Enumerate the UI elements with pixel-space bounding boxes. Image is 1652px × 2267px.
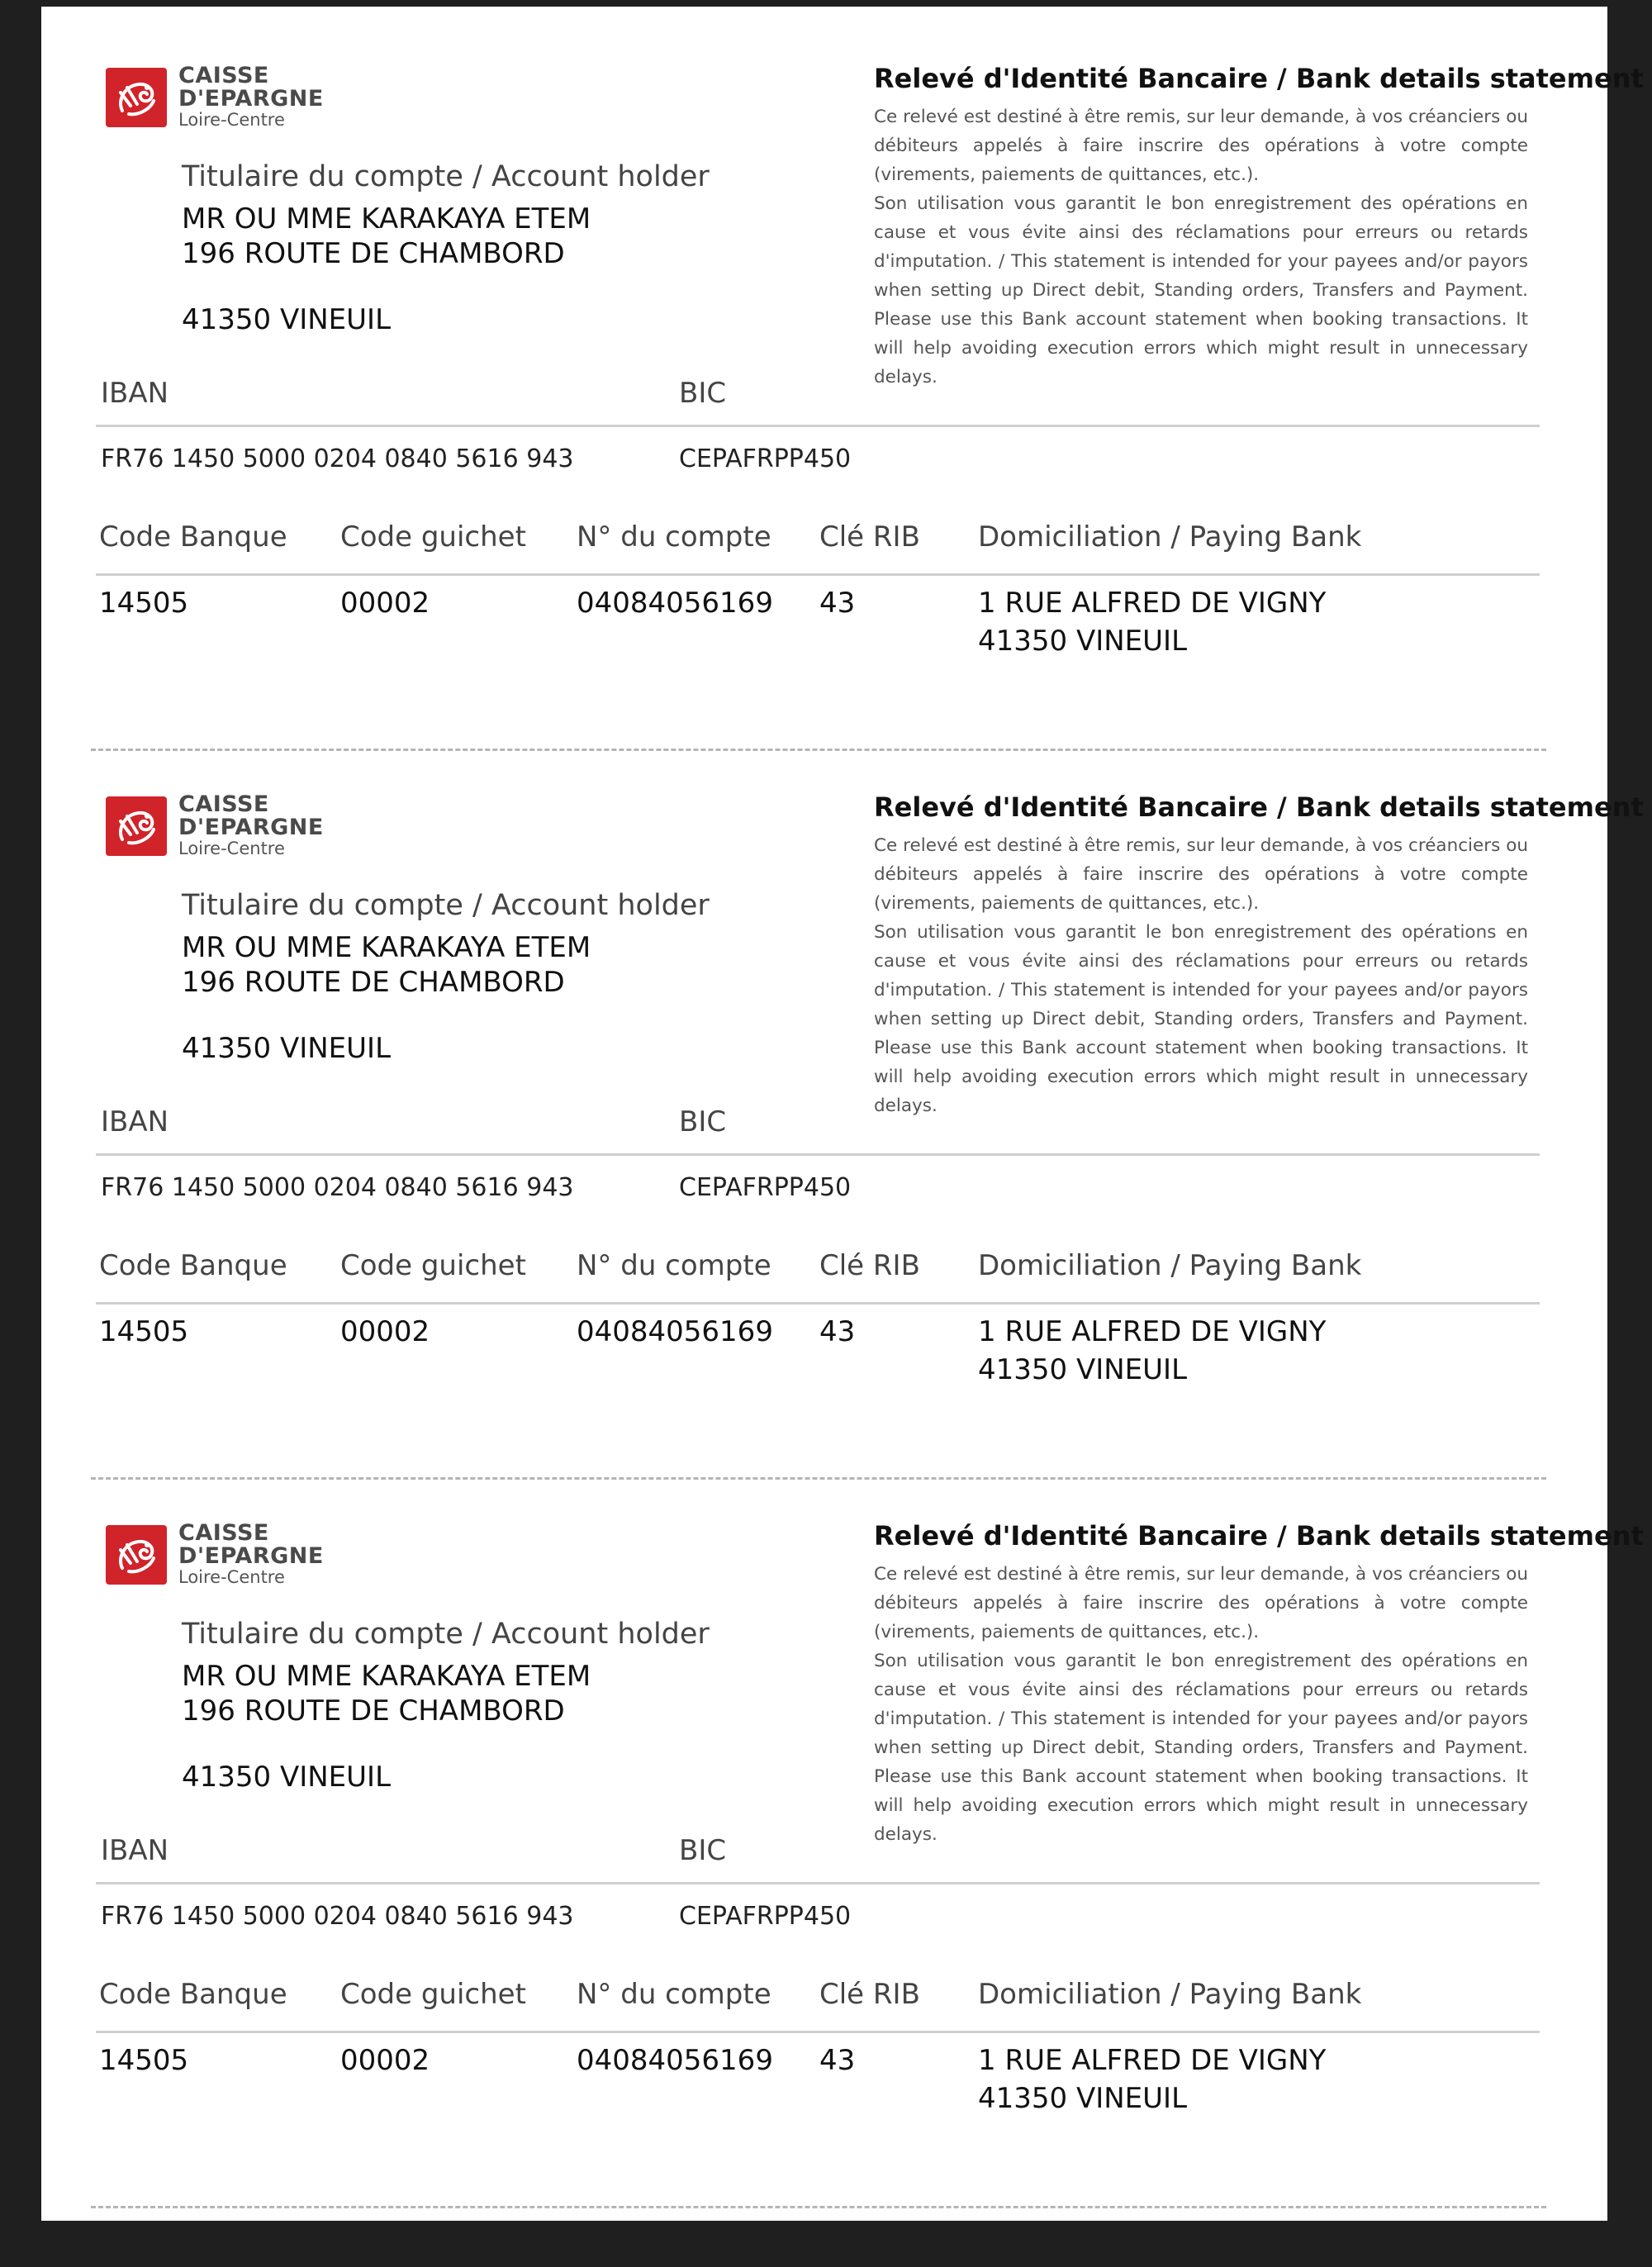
domiciliation-line-2: 41350 VINEUIL bbox=[978, 2082, 1188, 2115]
iban-label: IBAN bbox=[101, 1834, 169, 1867]
rib-copy-3 bbox=[41, 1464, 1644, 2191]
squirrel-logo-icon bbox=[106, 796, 167, 856]
document-page bbox=[41, 7, 1644, 2221]
bic-label: BIC bbox=[679, 1834, 727, 1867]
squirrel-logo-icon bbox=[106, 1525, 167, 1585]
code-guichet-value: 00002 bbox=[340, 1315, 430, 1348]
code-banque-header: Code Banque bbox=[99, 1978, 287, 2011]
code-banque-value: 14505 bbox=[99, 1315, 189, 1348]
divider bbox=[96, 425, 1540, 427]
statement-title: Relevé d'Identité Bancaire / Bank details statement bbox=[874, 791, 1644, 823]
bank-logo bbox=[106, 61, 354, 135]
statement-title: Relevé d'Identité Bancaire / Bank details statement bbox=[874, 63, 1644, 94]
cut-line bbox=[91, 2206, 1546, 2208]
rib-copy-1 bbox=[41, 7, 1644, 734]
code-banque-header: Code Banque bbox=[99, 1249, 287, 1282]
logo-line-3: Loire-Centre bbox=[178, 839, 285, 858]
logo-line-2: D'EPARGNE bbox=[178, 1543, 324, 1569]
domiciliation-line-1: 1 RUE ALFRED DE VIGNY bbox=[978, 2044, 1327, 2077]
num-compte-value: 04084056169 bbox=[577, 2044, 773, 2077]
bic-label: BIC bbox=[679, 1105, 727, 1138]
account-holder-street: 196 ROUTE DE CHAMBORD bbox=[182, 237, 565, 270]
statement-notice bbox=[874, 1560, 1528, 1849]
bic-value: CEPAFRPP450 bbox=[679, 1902, 852, 1931]
code-banque-header: Code Banque bbox=[99, 520, 287, 554]
domiciliation-line-1: 1 RUE ALFRED DE VIGNY bbox=[978, 1315, 1327, 1348]
notice-paragraph-2: Son utilisation vous garantit le bon enregistrement des opérations en cause et vous évite ainsi des réclamations pour erreurs ou retards d'imputation. / This statement is intended for your payees and/or payors when setting up Direct debit, Standing orders, Transfers and Payment. Please use this Bank account statement when booking transactions. It will help avoiding execution errors which might result in unnecessary delays. bbox=[874, 1651, 1528, 1845]
account-holder-street: 196 ROUTE DE CHAMBORD bbox=[182, 966, 565, 999]
code-guichet-header: Code guichet bbox=[340, 520, 526, 554]
code-guichet-value: 00002 bbox=[340, 2044, 430, 2077]
logo-line-1: CAISSE bbox=[178, 1520, 269, 1546]
cle-rib-header: Clé RIB bbox=[819, 520, 920, 554]
cle-rib-header: Clé RIB bbox=[819, 1978, 920, 2011]
account-holder-city: 41350 VINEUIL bbox=[182, 1761, 392, 1794]
domiciliation-line-1: 1 RUE ALFRED DE VIGNY bbox=[978, 587, 1327, 620]
account-holder-name: MR OU MME KARAKAYA ETEM bbox=[182, 1660, 591, 1693]
code-guichet-value: 00002 bbox=[340, 587, 430, 620]
divider bbox=[96, 1882, 1540, 1884]
domiciliation-header: Domiciliation / Paying Bank bbox=[978, 1249, 1362, 1282]
bank-logo-text bbox=[178, 64, 324, 129]
bank-logo bbox=[106, 790, 354, 864]
num-compte-value: 04084056169 bbox=[577, 587, 773, 620]
bic-value: CEPAFRPP450 bbox=[679, 1173, 852, 1202]
account-holder-label: Titulaire du compte / Account holder bbox=[182, 160, 710, 193]
statement-notice bbox=[874, 831, 1528, 1120]
account-holder-city: 41350 VINEUIL bbox=[182, 303, 392, 336]
iban-label: IBAN bbox=[101, 377, 169, 410]
logo-line-2: D'EPARGNE bbox=[178, 86, 324, 112]
divider bbox=[96, 2031, 1540, 2033]
iban-value: FR76 1450 5000 0204 0840 5616 943 bbox=[101, 444, 574, 473]
bic-label: BIC bbox=[679, 377, 727, 410]
cle-rib-header: Clé RIB bbox=[819, 1249, 920, 1282]
code-guichet-header: Code guichet bbox=[340, 1978, 526, 2011]
bank-logo-text bbox=[178, 793, 324, 858]
account-holder-label: Titulaire du compte / Account holder bbox=[182, 889, 710, 922]
iban-value: FR76 1450 5000 0204 0840 5616 943 bbox=[101, 1173, 574, 1202]
account-holder-street: 196 ROUTE DE CHAMBORD bbox=[182, 1694, 565, 1728]
logo-line-3: Loire-Centre bbox=[178, 110, 285, 130]
account-holder-city: 41350 VINEUIL bbox=[182, 1032, 392, 1065]
notice-paragraph-2: Son utilisation vous garantit le bon enregistrement des opérations en cause et vous évite ainsi des réclamations pour erreurs ou retards d'imputation. / This statement is intended for your payees and/or payors when setting up Direct debit, Standing orders, Transfers and Payment. Please use this Bank account statement when booking transactions. It will help avoiding execution errors which might result in unnecessary delays. bbox=[874, 922, 1528, 1116]
divider bbox=[96, 573, 1540, 576]
logo-line-3: Loire-Centre bbox=[178, 1567, 285, 1587]
divider bbox=[96, 1153, 1540, 1156]
bank-logo-text bbox=[178, 1522, 324, 1586]
notice-paragraph-1: Ce relevé est destiné à être remis, sur leur demande, à vos créanciers ou débiteurs appelés à faire inscrire des opérations à votre compte (virements, paiements de quittances, etc.). bbox=[874, 835, 1528, 914]
account-holder-name: MR OU MME KARAKAYA ETEM bbox=[182, 931, 591, 964]
domiciliation-header: Domiciliation / Paying Bank bbox=[978, 1978, 1362, 2011]
domiciliation-line-2: 41350 VINEUIL bbox=[978, 1353, 1188, 1386]
bank-logo bbox=[106, 1518, 354, 1593]
notice-paragraph-1: Ce relevé est destiné à être remis, sur leur demande, à vos créanciers ou débiteurs appelés à faire inscrire des opérations à votre compte (virements, paiements de quittances, etc.). bbox=[874, 1564, 1528, 1642]
num-compte-header: N° du compte bbox=[577, 1978, 771, 2011]
notice-paragraph-1: Ce relevé est destiné à être remis, sur leur demande, à vos créanciers ou débiteurs appelés à faire inscrire des opérations à votre compte (virements, paiements de quittances, etc.). bbox=[874, 107, 1528, 185]
rib-copy-2 bbox=[41, 735, 1644, 1462]
bic-value: CEPAFRPP450 bbox=[679, 444, 852, 473]
logo-line-1: CAISSE bbox=[178, 63, 269, 88]
num-compte-header: N° du compte bbox=[577, 1249, 771, 1282]
squirrel-logo-icon bbox=[106, 68, 167, 127]
cle-rib-value: 43 bbox=[819, 587, 856, 620]
account-holder-name: MR OU MME KARAKAYA ETEM bbox=[182, 202, 591, 235]
iban-value: FR76 1450 5000 0204 0840 5616 943 bbox=[101, 1902, 574, 1931]
logo-line-1: CAISSE bbox=[178, 791, 269, 817]
code-banque-value: 14505 bbox=[99, 587, 189, 620]
notice-paragraph-2: Son utilisation vous garantit le bon enregistrement des opérations en cause et vous évite ainsi des réclamations pour erreurs ou retards d'imputation. / This statement is intended for your payees and/or payors when setting up Direct debit, Standing orders, Transfers and Payment. Please use this Bank account statement when booking transactions. It will help avoiding execution errors which might result in unnecessary delays. bbox=[874, 193, 1528, 387]
domiciliation-header: Domiciliation / Paying Bank bbox=[978, 520, 1362, 554]
logo-line-2: D'EPARGNE bbox=[178, 815, 324, 840]
domiciliation-line-2: 41350 VINEUIL bbox=[978, 625, 1188, 658]
num-compte-header: N° du compte bbox=[577, 520, 771, 554]
cle-rib-value: 43 bbox=[819, 2044, 856, 2077]
statement-notice bbox=[874, 102, 1528, 392]
divider bbox=[96, 1302, 1540, 1305]
code-guichet-header: Code guichet bbox=[340, 1249, 526, 1282]
statement-title: Relevé d'Identité Bancaire / Bank details statement bbox=[874, 1520, 1644, 1552]
code-banque-value: 14505 bbox=[99, 2044, 189, 2077]
cle-rib-value: 43 bbox=[819, 1315, 856, 1348]
iban-label: IBAN bbox=[101, 1105, 169, 1138]
num-compte-value: 04084056169 bbox=[577, 1315, 773, 1348]
account-holder-label: Titulaire du compte / Account holder bbox=[182, 1618, 710, 1651]
